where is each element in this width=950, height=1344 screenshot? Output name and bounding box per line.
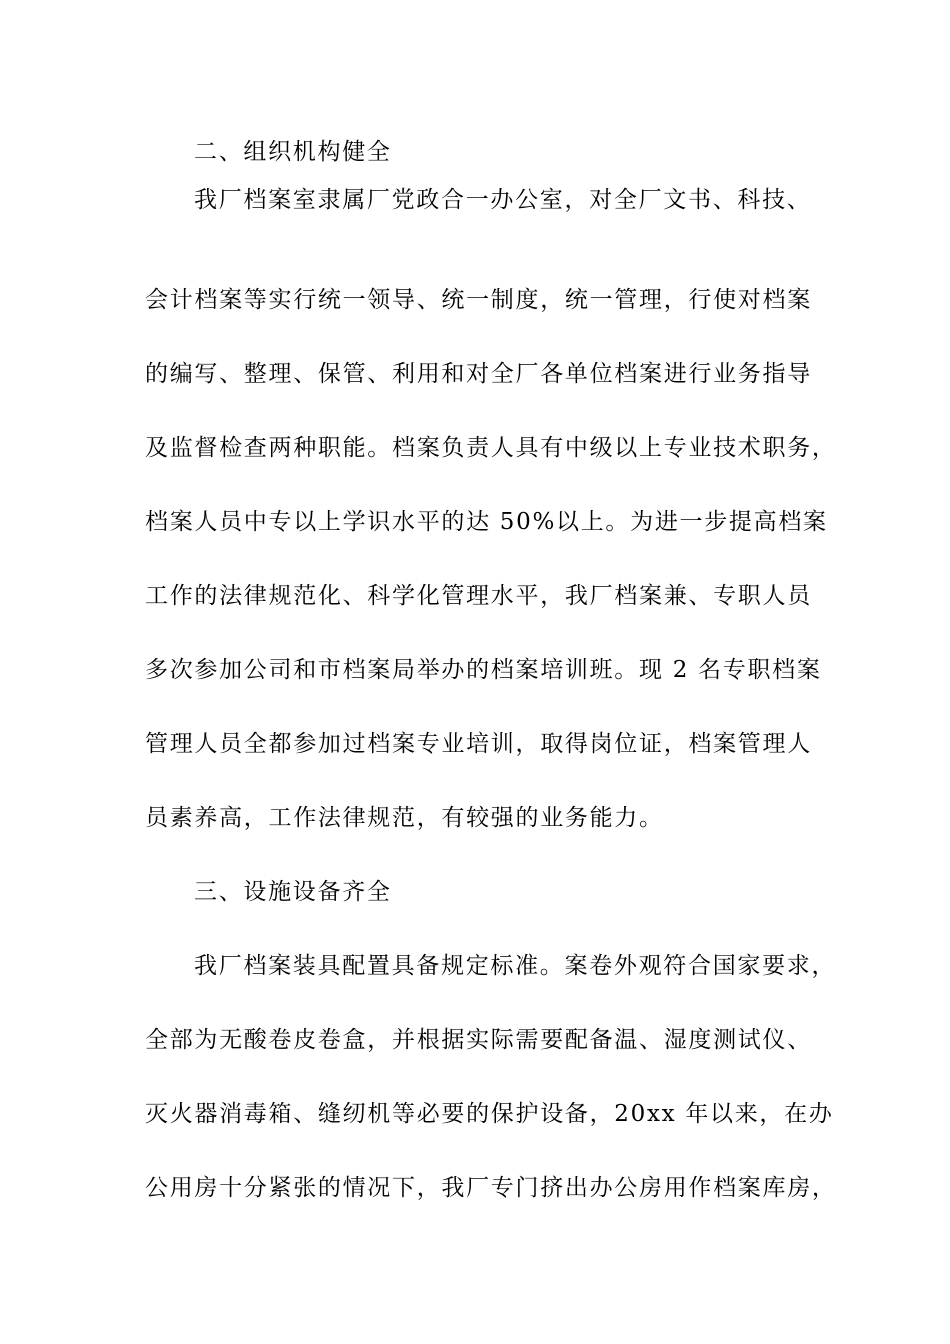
paragraph-line: 及监督检查两种职能。档案负责人具有中级以上专业技术职务， bbox=[145, 435, 837, 461]
paragraph-line: 我厂档案室隶属厂党政合一办公室，对全厂文书、科技、 bbox=[194, 187, 812, 213]
paragraph-line: 全部为无酸卷皮卷盒，并根据实际需要配备温、湿度测试仪、 bbox=[145, 1027, 812, 1053]
paragraph-line: 管理人员全都参加过档案专业培训，取得岗位证，档案管理人 bbox=[145, 731, 812, 757]
paragraph-line: 公用房十分紧张的情况下，我厂专门挤出办公房用作档案库房， bbox=[145, 1175, 837, 1201]
paragraph-line: 的编写、整理、保管、利用和对全厂各单位档案进行业务指导 bbox=[145, 361, 812, 387]
paragraph-line: 灭火器消毒箱、缝纫机等必要的保护设备，20xx 年以来，在办 bbox=[145, 1101, 834, 1127]
section-heading-3: 三、设施设备齐全 bbox=[194, 879, 392, 905]
paragraph-line: 我厂档案装具配置具备规定标准。案卷外观符合国家要求， bbox=[194, 953, 837, 979]
paragraph-line: 工作的法律规范化、科学化管理水平，我厂档案兼、专职人员 bbox=[145, 583, 812, 609]
paragraph-line: 档案人员中专以上学识水平的达 50%以上。为进一步提高档案 bbox=[145, 509, 828, 535]
paragraph-line: 会计档案等实行统一领导、统一制度，统一管理，行使对档案 bbox=[145, 287, 812, 313]
paragraph-line: 多次参加公司和市档案局举办的档案培训班。现 2 名专职档案 bbox=[145, 657, 822, 683]
section-heading-2: 二、组织机构健全 bbox=[194, 139, 392, 165]
paragraph-line: 员素养高，工作法律规范，有较强的业务能力。 bbox=[145, 805, 664, 831]
